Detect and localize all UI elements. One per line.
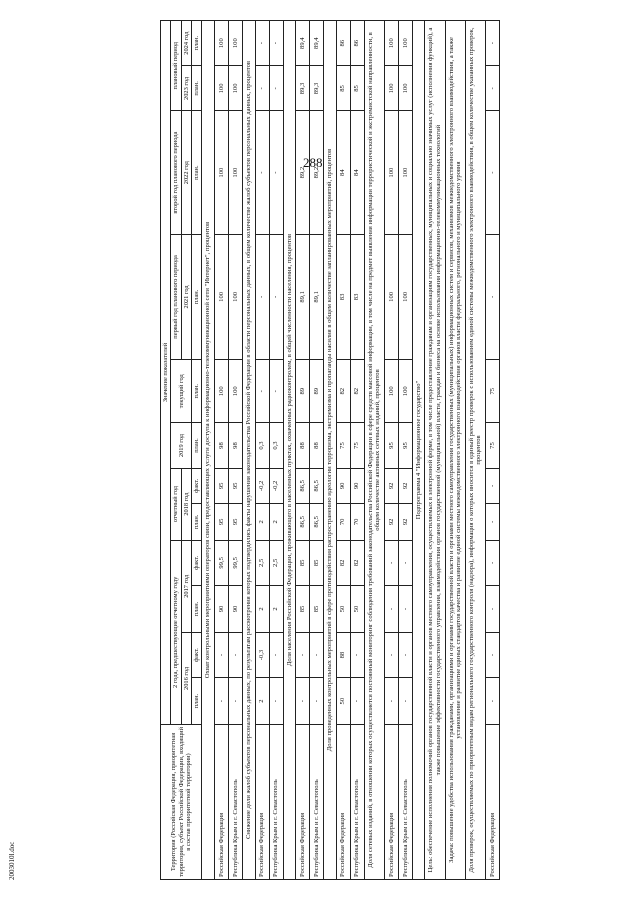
table-cell: 82 xyxy=(350,360,364,423)
table-cell: 89,1 xyxy=(296,234,310,359)
year-2019-header: 2019 год xyxy=(171,423,192,468)
table-cell: 89,2 xyxy=(296,111,310,234)
indicator-title-text: Доля проверок, осуществляемых по приоритетным видам регионального государственного контроля (надзора), информация о которых вносится в единый реестр проверок с использованием единой системы межведомственного электронного взаимодействия, в общем количестве указанных проверок, процентов xyxy=(465,21,485,880)
table-cell: 100 xyxy=(384,21,398,66)
table-cell: - xyxy=(485,21,499,66)
table-cell: - xyxy=(384,632,398,677)
table-cell: 50 xyxy=(350,586,364,633)
plan-label: план. xyxy=(192,504,202,541)
table-row xyxy=(255,21,269,880)
table-cell: - xyxy=(215,632,229,677)
table-cell: 75 xyxy=(336,423,350,468)
table-cell: 70 xyxy=(350,504,364,541)
territory-name: Российская Федерация xyxy=(255,725,269,880)
table-cell: - xyxy=(269,66,283,111)
table-row xyxy=(485,21,499,880)
table-cell: 85 xyxy=(350,66,364,111)
table-cell: - xyxy=(398,678,412,725)
table-cell: 99,5 xyxy=(215,540,229,585)
page-number: 288 xyxy=(303,155,323,170)
table-cell: - xyxy=(485,678,499,725)
table-cell: 75 xyxy=(485,423,499,468)
table-cell: 0,3 xyxy=(269,423,283,468)
indicator-title xyxy=(465,21,485,880)
plan-label: план. xyxy=(192,21,202,66)
indicator-title-text: Доля сетевых изданий, в отношении которых осуществляется постоянный мониторинг соблюдения требований законодательства Российской Федерации в сфере средств массовой информации, в том числе на предмет выявления информации террористической и экстремистской направленности, в общем количестве активных сетевых изданий, процентов xyxy=(364,21,384,880)
territory-name: Российская Федерация xyxy=(485,725,499,880)
table-cell: 89 xyxy=(310,360,324,423)
table-cell: - xyxy=(485,234,499,359)
table-cell: 95 xyxy=(215,468,229,504)
goal-text-text: Цель: обеспечение исполнения полномочий органов государственной власти и органов местного самоуправления, осуществляемых в электронной форме, в том числе предоставление гражданам и организациям государственных, муниципальных и социально значимых услуг (исполнения функций), а также повышение эффективности государственного управления, взаимодействия органов государственной (муниципальной) власти, граждан и бизнеса на основе использования информационно-телекоммуникационных технологий xyxy=(425,21,445,880)
plan-label: план. xyxy=(192,66,202,111)
indicator-title-text: Доля населения Российской Федерации, проживающего в населенных пунктах, охваченных радиоконтролем, в общей численности населения, процентов xyxy=(283,21,296,880)
table-cell: - xyxy=(398,632,412,677)
table-cell: 95 xyxy=(229,468,243,504)
table-cell: 95 xyxy=(229,504,243,541)
plan-label: план. xyxy=(192,678,202,725)
year-2022: 2022 год xyxy=(181,111,191,234)
table-cell: 2 xyxy=(255,504,269,541)
table-cell: 98 xyxy=(229,423,243,468)
footer-doc-id: 2003010l.doc xyxy=(8,841,16,880)
plan-label: план. xyxy=(192,111,202,234)
territory-name: Республика Крым и г. Севастополь xyxy=(310,725,324,880)
table-cell: 100 xyxy=(229,360,243,423)
year-2021: 2021 год xyxy=(181,234,191,359)
subprogram-title xyxy=(412,21,425,880)
table-cell: 100 xyxy=(229,21,243,66)
table-cell: 2 xyxy=(269,586,283,633)
table-cell: 98 xyxy=(215,423,229,468)
table-cell: - xyxy=(485,540,499,585)
table-cell: 89,4 xyxy=(310,21,324,66)
table-cell: 0,3 xyxy=(255,423,269,468)
indicator-title-text: Снижение доли жалоб субъектов персональных данных, по результатам рассмотрения которых подтвердились факты нарушения законодательства Российской Федерации в области персональных данных, в общем количестве жалоб субъектов персональных данных, процентов xyxy=(243,21,256,880)
table-cell: - xyxy=(229,678,243,725)
fact-label: факт. xyxy=(192,540,202,585)
territory-name: Российская Федерация xyxy=(384,725,398,880)
table-cell: - xyxy=(269,111,283,234)
year-2017: 2017 год xyxy=(181,540,191,632)
fact-label: факт. xyxy=(192,632,202,677)
table-cell: 89,3 xyxy=(310,66,324,111)
territory-name: Российская Федерация xyxy=(336,725,350,880)
table-cell: 83 xyxy=(336,234,350,359)
table-row xyxy=(384,21,398,880)
year-2024: 2024 год xyxy=(181,21,191,66)
table-cell: 85 xyxy=(336,66,350,111)
table-cell: 86,5 xyxy=(310,468,324,504)
table-cell: - xyxy=(255,66,269,111)
indicator-values-header: Значение показателей xyxy=(161,21,171,725)
subprogram-title-text: Подпрограмма 4 "Информационное государство" xyxy=(412,21,425,880)
fact-label: факт. xyxy=(192,468,202,504)
table-cell: 85 xyxy=(296,586,310,633)
current-year-header: текущий год xyxy=(171,360,192,423)
table-cell: 100 xyxy=(384,234,398,359)
table-cell: 86 xyxy=(350,21,364,66)
year-2023: 2023 год xyxy=(181,66,191,111)
table-cell: -0,2 xyxy=(255,468,269,504)
territory-name: Республика Крым и г. Севастополь xyxy=(269,725,283,880)
table-cell: 88 xyxy=(310,423,324,468)
table-cell: -0,3 xyxy=(255,632,269,677)
table-cell: - xyxy=(269,21,283,66)
table-cell: 50 xyxy=(336,678,350,725)
table-cell: 83 xyxy=(350,234,364,359)
table-cell: 89,4 xyxy=(296,21,310,66)
second-plan-year-header: второй год планового периода xyxy=(171,111,181,234)
table-cell: - xyxy=(485,111,499,234)
table-cell: 2 xyxy=(255,586,269,633)
year-2016: 2016 год xyxy=(181,632,191,724)
table-cell: 100 xyxy=(229,234,243,359)
table-row xyxy=(215,21,229,880)
table-cell: 82 xyxy=(336,540,350,585)
territory-name: Республика Крым и г. Севастополь xyxy=(398,725,412,880)
table-row xyxy=(350,21,364,880)
table-cell: - xyxy=(384,586,398,633)
table-cell: 90 xyxy=(336,468,350,504)
table-cell: 75 xyxy=(485,360,499,423)
table-cell: - xyxy=(398,540,412,585)
table-cell: 84 xyxy=(336,111,350,234)
table-cell: - xyxy=(384,540,398,585)
table-cell: 2,5 xyxy=(255,540,269,585)
table-cell: 95 xyxy=(384,423,398,468)
plan-label: план. xyxy=(192,586,202,633)
table-row xyxy=(398,21,412,880)
table-cell: -0,2 xyxy=(269,468,283,504)
table-cell: - xyxy=(485,66,499,111)
table-row xyxy=(296,21,310,880)
table-cell: 86,5 xyxy=(296,504,310,541)
table-cell: - xyxy=(485,468,499,504)
table-cell: 100 xyxy=(229,111,243,234)
table-cell: 92 xyxy=(398,504,412,541)
indicator-title xyxy=(324,21,337,880)
table-cell: 99,5 xyxy=(229,540,243,585)
table-cell: - xyxy=(269,234,283,359)
indicator-title xyxy=(202,21,215,880)
reporting-year-header: отчетный год xyxy=(171,468,181,540)
table-cell: - xyxy=(255,234,269,359)
table-cell: 100 xyxy=(215,111,229,234)
table-cell: - xyxy=(215,678,229,725)
plan-period-header: плановый период xyxy=(171,21,181,112)
table-cell: 92 xyxy=(398,468,412,504)
table-cell: 89,3 xyxy=(296,66,310,111)
table-cell: 90 xyxy=(215,586,229,633)
indicator-table xyxy=(160,20,500,880)
table-cell: - xyxy=(255,360,269,423)
table-cell: 89 xyxy=(296,360,310,423)
table-cell: 95 xyxy=(215,504,229,541)
table-cell: 100 xyxy=(398,111,412,234)
indicator-title-text: Охват контрольными мероприятиями операторов связи, предоставляющих услуги доступа к информационно-телекоммуникационной сети "Интернет", процентов xyxy=(202,21,215,880)
table-cell: 82 xyxy=(350,540,364,585)
first-plan-year-header: первый год планового периода xyxy=(171,234,181,359)
table-cell: 2 xyxy=(255,678,269,725)
territory-name: Республика Крым и г. Севастополь xyxy=(350,725,364,880)
table-cell: - xyxy=(485,504,499,541)
indicator-title xyxy=(283,21,296,880)
table-cell: 84 xyxy=(350,111,364,234)
indicator-title xyxy=(364,21,384,880)
table-cell: - xyxy=(485,632,499,677)
table-body xyxy=(202,21,500,880)
table-cell: - xyxy=(255,111,269,234)
table-cell: 100 xyxy=(229,66,243,111)
table-cell: 86,5 xyxy=(310,504,324,541)
table-cell: 100 xyxy=(384,111,398,234)
table-cell: 92 xyxy=(384,504,398,541)
table-cell: 100 xyxy=(398,234,412,359)
table-cell: 100 xyxy=(215,21,229,66)
table-row xyxy=(310,21,324,880)
task-text-text: Задача: повышение удобства использования гражданами, организациями и органами государственной власти и органами местного самоуправления государственных (муниципальных) информационных систем и сервисов, механизмов межведомственного электронного взаимодействия, а также установление и развитие единых стандартов качества и развитие единой системы межведомственного электронного взаимодействия органов власти федерального, регионального и муниципального уровня xyxy=(445,21,465,880)
table-row xyxy=(269,21,283,880)
table-cell: - xyxy=(296,632,310,677)
table-cell: - xyxy=(269,678,283,725)
table-cell: 100 xyxy=(215,234,229,359)
table-cell: 82 xyxy=(336,360,350,423)
table-cell: 86,5 xyxy=(296,468,310,504)
table-cell: 100 xyxy=(398,66,412,111)
territory-header: Территория (Российская Федерация, приоритетная территория, субъект Российской Федерации, входящий в состав приоритетной территории) xyxy=(161,725,202,880)
territory-name: Российская Федерация xyxy=(215,725,229,880)
table-cell: 75 xyxy=(350,423,364,468)
table-cell: 70 xyxy=(336,504,350,541)
table-cell: - xyxy=(229,632,243,677)
table-cell: 85 xyxy=(310,540,324,585)
plan-label: план. xyxy=(192,360,202,423)
plan-label: план. xyxy=(192,234,202,359)
territory-name: Республика Крым и г. Севастополь xyxy=(229,725,243,880)
table-cell: 92 xyxy=(384,468,398,504)
table-cell: 88 xyxy=(296,423,310,468)
table-cell: - xyxy=(296,678,310,725)
rotated-table-sheet xyxy=(160,0,600,880)
table-cell: 100 xyxy=(384,66,398,111)
table-cell: - xyxy=(310,678,324,725)
table-cell: 85 xyxy=(296,540,310,585)
table-cell: - xyxy=(350,678,364,725)
table-cell: 100 xyxy=(398,360,412,423)
territory-name: Российская Федерация xyxy=(296,725,310,880)
indicator-title-text: Доля проведенных контрольных мероприятий в сфере противодействия распространению идеологии терроризма, экстремизма и пропаганды насилия в общем количестве запланированных мероприятий, процентов xyxy=(324,21,337,880)
table-cell: 89,1 xyxy=(310,234,324,359)
table-cell: - xyxy=(398,586,412,633)
table-cell: - xyxy=(350,632,364,677)
table-cell: - xyxy=(255,21,269,66)
table-cell: 50 xyxy=(336,586,350,633)
table-row xyxy=(336,21,350,880)
indicator-title xyxy=(243,21,256,880)
task-text xyxy=(445,21,465,880)
table-cell: 2 xyxy=(269,504,283,541)
table-cell: 100 xyxy=(384,360,398,423)
table-row xyxy=(229,21,243,880)
table-cell: - xyxy=(384,678,398,725)
plan-label: план. xyxy=(192,423,202,468)
goal-text xyxy=(425,21,445,880)
table-cell: 100 xyxy=(215,66,229,111)
two-years-header: 2 года, предшествующие отчетному году xyxy=(171,540,181,724)
table-cell: 100 xyxy=(215,360,229,423)
table-cell: - xyxy=(269,360,283,423)
table-cell: 89,2 xyxy=(310,111,324,234)
table-cell: - xyxy=(269,632,283,677)
table-cell: 88 xyxy=(336,632,350,677)
table-cell: - xyxy=(310,632,324,677)
table-cell: 95 xyxy=(398,423,412,468)
table-cell: 100 xyxy=(398,21,412,66)
table-cell: 90 xyxy=(229,586,243,633)
table-cell: 2,5 xyxy=(269,540,283,585)
table-cell: 86 xyxy=(336,21,350,66)
table-cell: 90 xyxy=(350,468,364,504)
year-2018: 2018 год xyxy=(181,468,191,540)
table-cell: 85 xyxy=(310,586,324,633)
table-cell: - xyxy=(485,586,499,633)
